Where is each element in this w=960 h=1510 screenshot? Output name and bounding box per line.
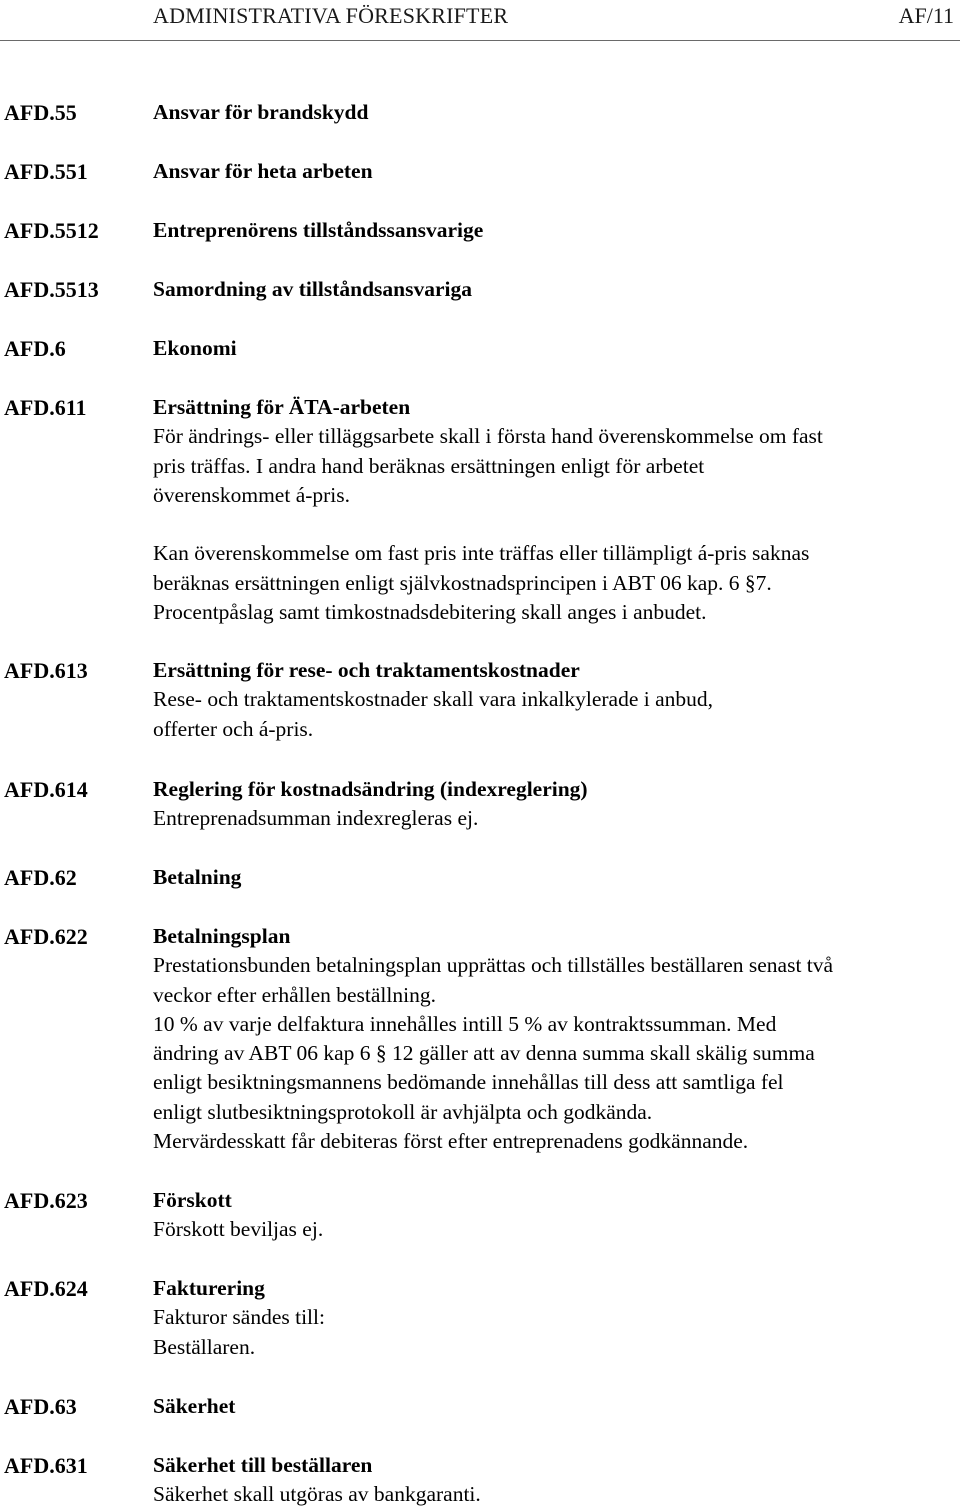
section-text-line: överenskommet á-pris. [153, 482, 351, 507]
section-text-line: Entreprenadsumman indexregleras ej. [153, 806, 479, 831]
section-content [153, 98, 958, 127]
section-heading: Betalningsplan [153, 924, 291, 948]
section-content [153, 1392, 958, 1421]
section-heading: Ansvar för brandskydd [153, 100, 369, 124]
section-text-line: Kan överenskommelse om fast pris inte träffas eller tillämpligt á-pris saknas [153, 541, 810, 566]
section-text-line: ändring av ABT 06 kap 6 § 12 gäller att av denna summa skall skälig summa [153, 1041, 815, 1066]
section-code: AFD.613 [4, 658, 88, 683]
section-text-line: Förskott beviljas ej. [153, 1217, 324, 1242]
section-heading: Säkerhet till beställaren [153, 1453, 373, 1477]
section-text-line: För ändrings- eller tilläggsarbete skall i första hand överenskommelse om fast [153, 424, 823, 449]
section-heading: Förskott [153, 1188, 232, 1212]
section-text-line: 10 % av varje delfaktura innehålles intill 5 % av kontraktssumman. Med [153, 1011, 777, 1036]
section-content [153, 393, 958, 627]
section-code: AFD.614 [4, 777, 88, 802]
section-content [153, 863, 958, 892]
section-heading: Samordning av tillståndsansvariga [153, 277, 472, 301]
section-heading: Ersättning för rese- och traktamentskostnader [153, 658, 580, 682]
section-code: AFD.623 [4, 1188, 88, 1213]
section-heading: Ersättning för ÄTA-arbeten [153, 395, 411, 419]
section-content [153, 1274, 958, 1362]
page-number: AF/11 [898, 3, 954, 28]
section-code: AFD.63 [4, 1394, 77, 1419]
section-content [153, 775, 958, 834]
section-code: AFD.611 [4, 395, 87, 420]
section-text-line: Mervärdesskatt får debiteras först efter entreprenadens godkännande. [153, 1129, 749, 1154]
section-heading: Ansvar för heta arbeten [153, 159, 373, 183]
section-text-line [153, 510, 958, 539]
section-text-line: offerter och á-pris. [153, 716, 314, 741]
section-code: AFD.551 [4, 159, 88, 184]
section-content [153, 157, 958, 186]
section-code: AFD.55 [4, 100, 77, 125]
section-text-line: pris träffas. I andra hand beräknas ersättningen enligt för arbetet [153, 453, 705, 478]
section-heading: Säkerhet [153, 1394, 236, 1418]
section-content [153, 656, 958, 744]
section-code: AFD.5512 [4, 218, 99, 243]
section-code: AFD.6 [4, 336, 66, 361]
section-heading: Entreprenörens tillståndssansvarige [153, 218, 484, 242]
section-text-line: Säkerhet skall utgöras av bankgaranti. [153, 1482, 481, 1507]
section-text-line: Procentpåslag samt timkostnadsdebitering skall anges i anbudet. [153, 600, 707, 625]
section-content [153, 922, 958, 1156]
section-text-line: Beställaren. [153, 1334, 256, 1359]
section-text-line: veckor efter erhållen beställning. [153, 982, 436, 1007]
section-content [153, 275, 958, 304]
section-text-line: Rese- och traktamentskostnader skall vara inkalkylerade i anbud, [153, 687, 713, 712]
section-heading: Reglering för kostnadsändring (indexreglering) [153, 777, 588, 801]
section-content [153, 1186, 958, 1245]
section-code: AFD.62 [4, 865, 77, 890]
section-text-line: beräknas ersättningen enligt självkostnadsprincipen i ABT 06 kap. 6 §7. [153, 570, 772, 595]
section-code: AFD.624 [4, 1276, 88, 1301]
section-code: AFD.622 [4, 924, 88, 949]
section-text-line: Prestationsbunden betalningsplan upprättas och tillställes beställaren senast två [153, 953, 834, 978]
section-heading: Fakturering [153, 1276, 265, 1300]
section-heading: Ekonomi [153, 336, 237, 360]
section-content [153, 1451, 958, 1510]
section-code: AFD.631 [4, 1453, 88, 1478]
section-heading: Betalning [153, 865, 242, 889]
section-content [153, 334, 958, 363]
document-title: ADMINISTRATIVA FÖRESKRIFTER [153, 3, 509, 28]
page-header [0, 0, 960, 41]
section-code: AFD.5513 [4, 277, 99, 302]
section-text-line: Fakturor sändes till: [153, 1305, 325, 1330]
section-text-line: enligt besiktningsmannens bedömande innehållas till dess att samtliga fel [153, 1070, 784, 1095]
section-text-line: enligt slutbesiktningsprotokoll är avhjälpta och godkända. [153, 1099, 653, 1124]
section-content [153, 216, 958, 245]
